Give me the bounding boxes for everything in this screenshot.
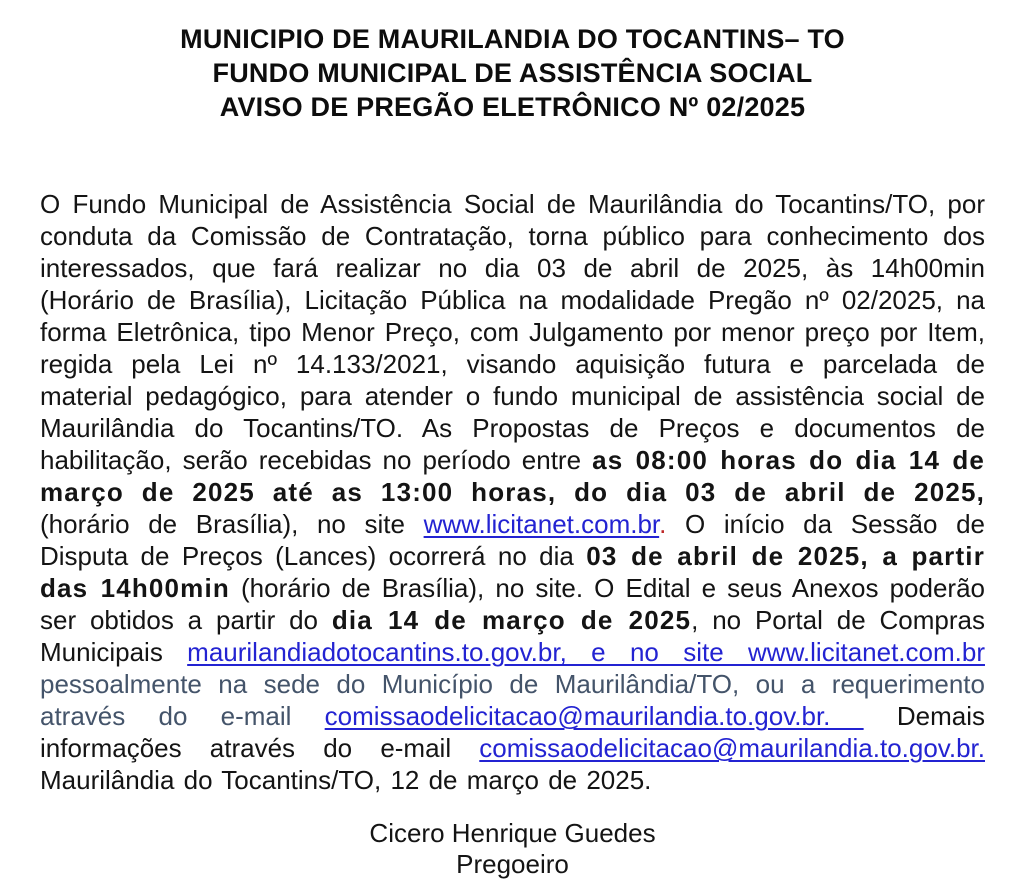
- info-text: Demais informações através do e-mail: [40, 701, 985, 763]
- header-line-notice-title: AVISO DE PREGÃO ELETRÔNICO Nº 02/2025: [219, 92, 806, 122]
- request-text: pessoalmente na sede do Município de Maurilândia/TO, ou a requerimento através do e-mail: [40, 669, 985, 731]
- signature-role: Pregoeiro: [456, 849, 569, 879]
- signature-block: [40, 818, 985, 880]
- closing-text: Maurilândia do Tocantins/TO, 12 de março de 2025.: [40, 765, 652, 795]
- intro-text: O Fundo Municipal de Assistência Social de Maurilândia do Tocantins/TO, por conduta da Comissão de Contratação, torna público para conhecimento dos interessados, que fará realizar no dia 03 de abril de 2025, às 14h00min (Horário de Brasília), Licitação Pública na modalidade Pregão nº 02/2025, na forma Eletrônica, tipo Menor Preço, com Julgamento por menor preço por Item, regida pela Lei nº 14.133/2021, visando aquisição futura e parcelada de material pedagógico, para atender o fundo municipal de assistência social de Maurilândia do Tocantins/TO. As Propostas de Preços e documentos de habilitação, serão recebidas no período entre: [40, 189, 985, 475]
- portal-text: , no Portal de Compras Municipais: [40, 605, 985, 667]
- portal-links[interactable]: maurilandiadotocantins.to.gov.br, e no site www.licitanet.com.br: [187, 637, 985, 667]
- session-date: 03 de abril de 2025, a partir das 14h00min: [40, 541, 985, 603]
- email-link-1[interactable]: comissaodelicitacao@maurilandia.to.gov.br.: [324, 701, 864, 731]
- signature-name: Cicero Henrique Guedes: [369, 818, 656, 848]
- session-text: O início da Sessão de Disputa de Preços (Lances) ocorrerá no dia: [40, 509, 985, 571]
- document-header: [40, 22, 985, 124]
- header-line-municipality: MUNICIPIO DE MAURILANDIA DO TOCANTINS– TO: [180, 24, 845, 54]
- notice-paragraph: [40, 188, 985, 796]
- brasilia-note: (horário de Brasília), no site: [40, 509, 424, 539]
- red-period: .: [659, 509, 667, 539]
- email-link-2[interactable]: comissaodelicitacao@maurilandia.to.gov.br.: [479, 733, 985, 763]
- header-line-fund: FUNDO MUNICIPAL DE ASSISTÊNCIA SOCIAL: [212, 58, 813, 88]
- edital-date: dia 14 de março de 2025: [331, 605, 692, 635]
- edital-text: (horário de Brasília), no site. O Edital e seus Anexos poderão ser obtidos a partir do: [40, 573, 986, 635]
- proposal-period: as 08:00 horas do dia 14 de março de 2025 até as 13:00 horas, do dia 03 de abril de 2025,: [40, 445, 986, 507]
- licitanet-link[interactable]: www.licitanet.com.br: [423, 509, 660, 539]
